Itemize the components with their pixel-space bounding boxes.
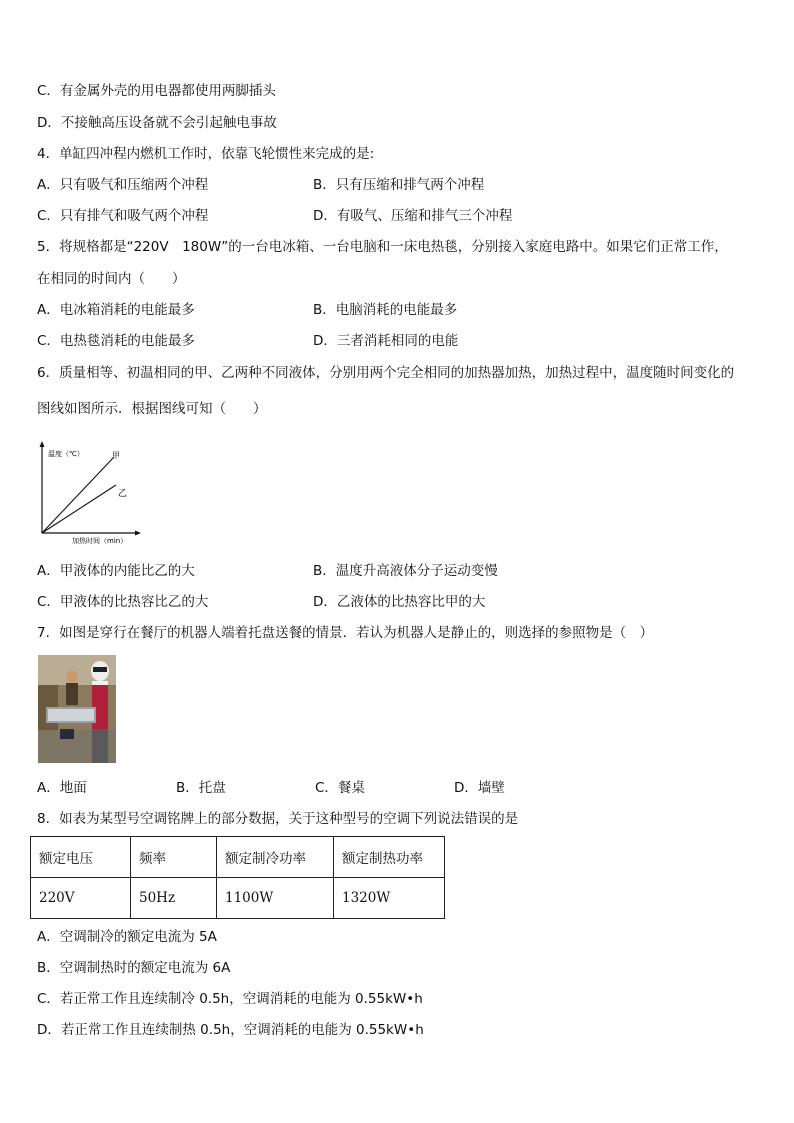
q7-option-c: C．餐桌	[315, 780, 365, 796]
q3-option-c: C．有金属外壳的用电器都使用两脚插头	[37, 83, 276, 99]
robot-waiter-photo	[38, 655, 116, 763]
line-yi	[42, 485, 116, 533]
q8-option-d: D．若正常工作且连续制热 0.5h，空调消耗的电能为 0.55kW•h	[37, 1022, 424, 1038]
table-cell: 50Hz	[131, 878, 217, 919]
table-header-row	[31, 837, 445, 878]
nameplate-table	[30, 836, 445, 919]
table-cell: 220V	[31, 878, 131, 919]
q8-option-a: A．空调制冷的额定电流为 5A	[37, 929, 217, 945]
q6-stem-line2: 图线如图所示．根据图线可知（ ）	[37, 401, 267, 417]
q4-option-d: D．有吸气、压缩和排气三个冲程	[313, 208, 513, 224]
table-cell: 1320W	[334, 878, 445, 919]
q6-option-a: A．甲液体的内能比乙的大	[37, 563, 195, 579]
q5-option-d: D．三者消耗相同的电能	[313, 333, 459, 349]
q4-option-c: C．只有排气和吸气两个冲程	[37, 208, 209, 224]
table-header-cell: 额定制冷功率	[217, 837, 334, 878]
q7-option-b: B．托盘	[176, 780, 226, 796]
q4-stem: 4．单缸四冲程内燃机工作时，依靠飞轮惯性来完成的是:	[37, 146, 375, 162]
q7-option-d: D．墙壁	[454, 780, 505, 796]
label-yi: 乙	[118, 489, 128, 499]
y-axis-label: 温度（℃）	[48, 450, 84, 458]
temperature-time-graph	[30, 438, 150, 548]
q6-option-b: B．温度升高液体分子运动变慢	[313, 563, 498, 579]
q7-option-a: A．地面	[37, 780, 87, 796]
q5-stem-line2: 在相同的时间内（ ）	[37, 271, 186, 287]
table-header-cell: 频率	[131, 837, 217, 878]
q6-stem-line1: 6．质量相等、初温相同的甲、乙两种不同液体，分别用两个完全相同的加热器加热，加热过程中，温度随时间变化的	[37, 365, 735, 381]
q3-option-d: D．不接触高压设备就不会引起触电事故	[37, 115, 277, 131]
table-row	[31, 878, 445, 919]
q6-option-d: D．乙液体的比热容比甲的大	[313, 594, 486, 610]
q6-option-c: C．甲液体的比热容比乙的大	[37, 594, 209, 610]
x-axis-label: 加热时间（min）	[72, 537, 128, 545]
q4-option-b: B．只有压缩和排气两个冲程	[313, 177, 485, 193]
q8-option-b: B．空调制热时的额定电流为 6A	[37, 960, 231, 976]
q5-option-b: B．电脑消耗的电能最多	[313, 302, 458, 318]
label-jia: 甲	[112, 451, 120, 460]
q5-option-a: A．电冰箱消耗的电能最多	[37, 302, 195, 318]
q5-stem-line1: 5．将规格都是“220V 180W”的一台电冰箱、一台电脑和一床电热毯，分别接入家庭电路中。如果它们正常工作，	[37, 239, 728, 255]
q4-option-a: A．只有吸气和压缩两个冲程	[37, 177, 209, 193]
q7-stem: 7．如图是穿行在餐厅的机器人端着托盘送餐的情景．若认为机器人是静止的，则选择的参照物是（ ）	[37, 625, 654, 641]
table-header-cell: 额定制热功率	[334, 837, 445, 878]
q8-stem: 8．如表为某型号空调铭牌上的部分数据，关于这种型号的空调下列说法错误的是	[37, 811, 519, 827]
table-cell: 1100W	[217, 878, 334, 919]
q5-option-c: C．电热毯消耗的电能最多	[37, 333, 195, 349]
x-axis-arrow	[135, 531, 141, 536]
y-axis-arrow	[40, 441, 45, 447]
q8-option-c: C．若正常工作且连续制冷 0.5h，空调消耗的电能为 0.55kW•h	[37, 991, 423, 1007]
line-jia	[42, 457, 114, 533]
table-header-cell: 额定电压	[31, 837, 131, 878]
